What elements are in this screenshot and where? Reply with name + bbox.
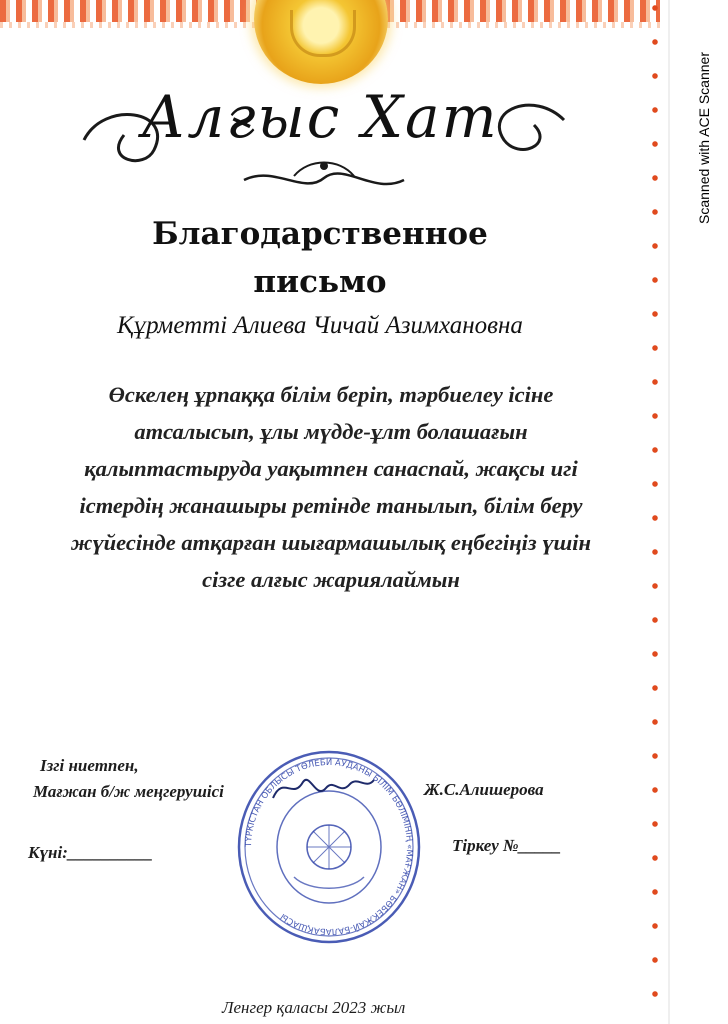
title-russian [100,210,540,306]
title-kazakh: Алғыс Хат [141,83,499,151]
gratitude-line-5: жүйесінде атқарған шығармашылық еңбегіңіз үшін [70,530,592,555]
stamp-ring-text: ТҮРКІСТАН ОБЛЫСЫ ТӨЛЕБИ АУДАНЫ БІЛІМ БӨЛІМІНІҢ «МАҒЖАН» БӨБЕКЖАЙ-БАЛАБАҚШАСЫ [243,757,415,937]
right-ornament-border [647,0,663,1024]
date-field: Күні:__________ [28,843,153,862]
closing-phrase: Ізгі ниетпен, [40,756,139,775]
gratitude-line-1: Өскелең ұрпаққа білім беріп, тәрбиелеу ісіне [108,382,554,407]
recipient-name: Құрметті Алиева Чичай Азимхановна [117,312,523,339]
gratitude-line-2: атсалысып, ұлы мүдде-ұлт болашағын [134,419,528,444]
scanner-watermark: Scanned with ACE Scanner [696,52,712,224]
gratitude-line-3: қалыптастыруда уақытпен санаспай, жақсы игі [84,456,578,481]
place-and-year: Ленгер қаласы 2023 жыл [222,998,406,1017]
title-russian-line2: письмо [253,264,387,300]
signature-scribble-icon [268,770,378,806]
gratitude-text [36,376,626,598]
page-edge-line [668,0,670,1024]
signer-name: Ж.С.Алишерова [424,780,544,799]
registration-field: Тіркеу №_____ [452,836,562,855]
signer-position: Мағжан б/ж меңгерушісі [33,782,224,801]
gratitude-line-6: сізге алғыс жариялаймын [202,567,460,592]
title-russian-line1: Благодарственное [152,216,488,252]
gratitude-line-4: істердің жанашыры ретінде танылып, білім беру [79,493,583,518]
